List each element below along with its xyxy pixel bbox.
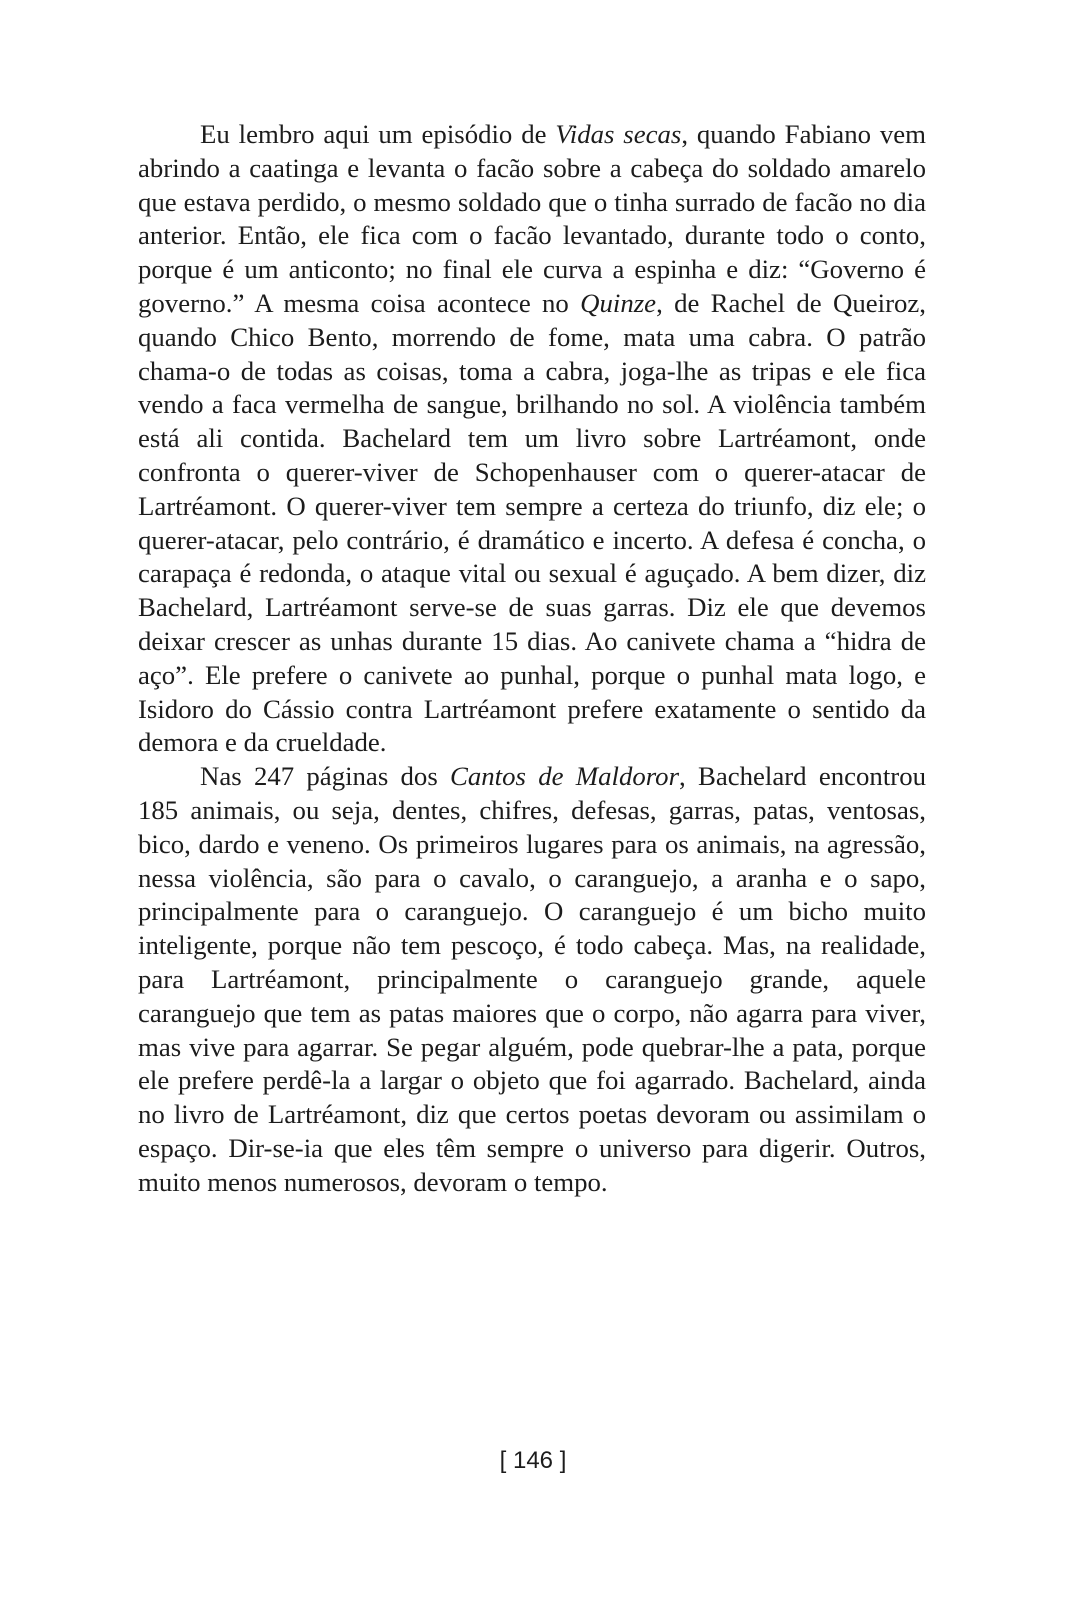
paragraph-2-segment-3: , Bachelard encontrou 185 animais, ou seja, dentes, chifres, defesas, garras, patas, ventosas, bico, dardo e veneno. Os primeiros lugares para os animais, na agressão, nessa violência, são para o cavalo, o caranguejo, a aranha e o sapo, principalmente para o caranguejo. O caranguejo é um bicho muito inteligente, porque não tem pescoço, é todo cabeça. Mas, na realidade, para Lartréamont, principalmente o caranguejo grande, aquele caranguejo que tem as patas maiores que o corpo, não agarra para viver, mas vive para agarrar. Se pegar alguém, pode quebrar-lhe a pata, porque ele prefere perdê-la a largar o objeto que foi agarrado. Bachelard, ainda no livro de Lartréamont, diz que certos poetas devoram ou assimilam o espaço. Dir-se-ia que eles têm sempre o universo para digerir. Outros, muito menos numerosos, devoram o tempo. [138,761,926,1197]
page-number: [ 146 ] [499,1447,567,1474]
paragraph-1 [138,118,926,760]
book-title-quinze: Quinze [580,287,657,318]
paragraph-1-segment-3: , quando Fabiano vem abrindo a caatinga e levanta o facão sobre a cabeça do soldado amarelo que estava perdido, o mesmo soldado que o tinha surrado de facão no dia anterior. Então, ele fica com o facão levantado, durante todo o conto, porque é um anticonto; no final ele curva a espinha e diz: “Governo é governo.” A mesma coisa acontece no [138,119,927,318]
paragraph-2 [138,760,926,1199]
book-title-cantos-de-maldoror: Cantos de Maldoror [450,761,679,792]
paragraph-2-segment-1: Nas 247 páginas dos [200,761,451,792]
body-text [138,118,926,1200]
book-title-vidas-secas: Vidas secas [555,119,682,149]
paragraph-1-segment-1: Eu lembro aqui um episódio de [200,119,556,149]
paragraph-1-segment-5: , de Rachel de Queiroz, quando Chico Bento, morrendo de fome, mata uma cabra. O patrão chama-o de todas as coisas, toma a cabra, joga-lhe as tripas e ele fica vendo a faca vermelha de sangue, brilhando no sol. A violência também está ali contida. Bachelard tem um livro sobre Lartréamont, onde confronta o querer-viver de Schopenhauser com o querer-atacar de Lartréamont. O querer-viver tem sempre a certeza do triunfo, diz ele; o querer-atacar, pelo contrário, é dramático e incerto. A defesa é concha, o carapaça é redonda, o ataque vital ou sexual é aguçado. A bem dizer, diz Bachelard, Lartréamont serve-se de suas garras. Diz ele que devemos deixar crescer as unhas durante 15 dias. Ao canivete chama a “hidra de aço”. Ele prefere o canivete ao punhal, porque o punhal mata logo, e Isidoro do Cássio contra Lartréamont prefere exatamente o sentido da demora e da crueldade. [138,287,926,758]
